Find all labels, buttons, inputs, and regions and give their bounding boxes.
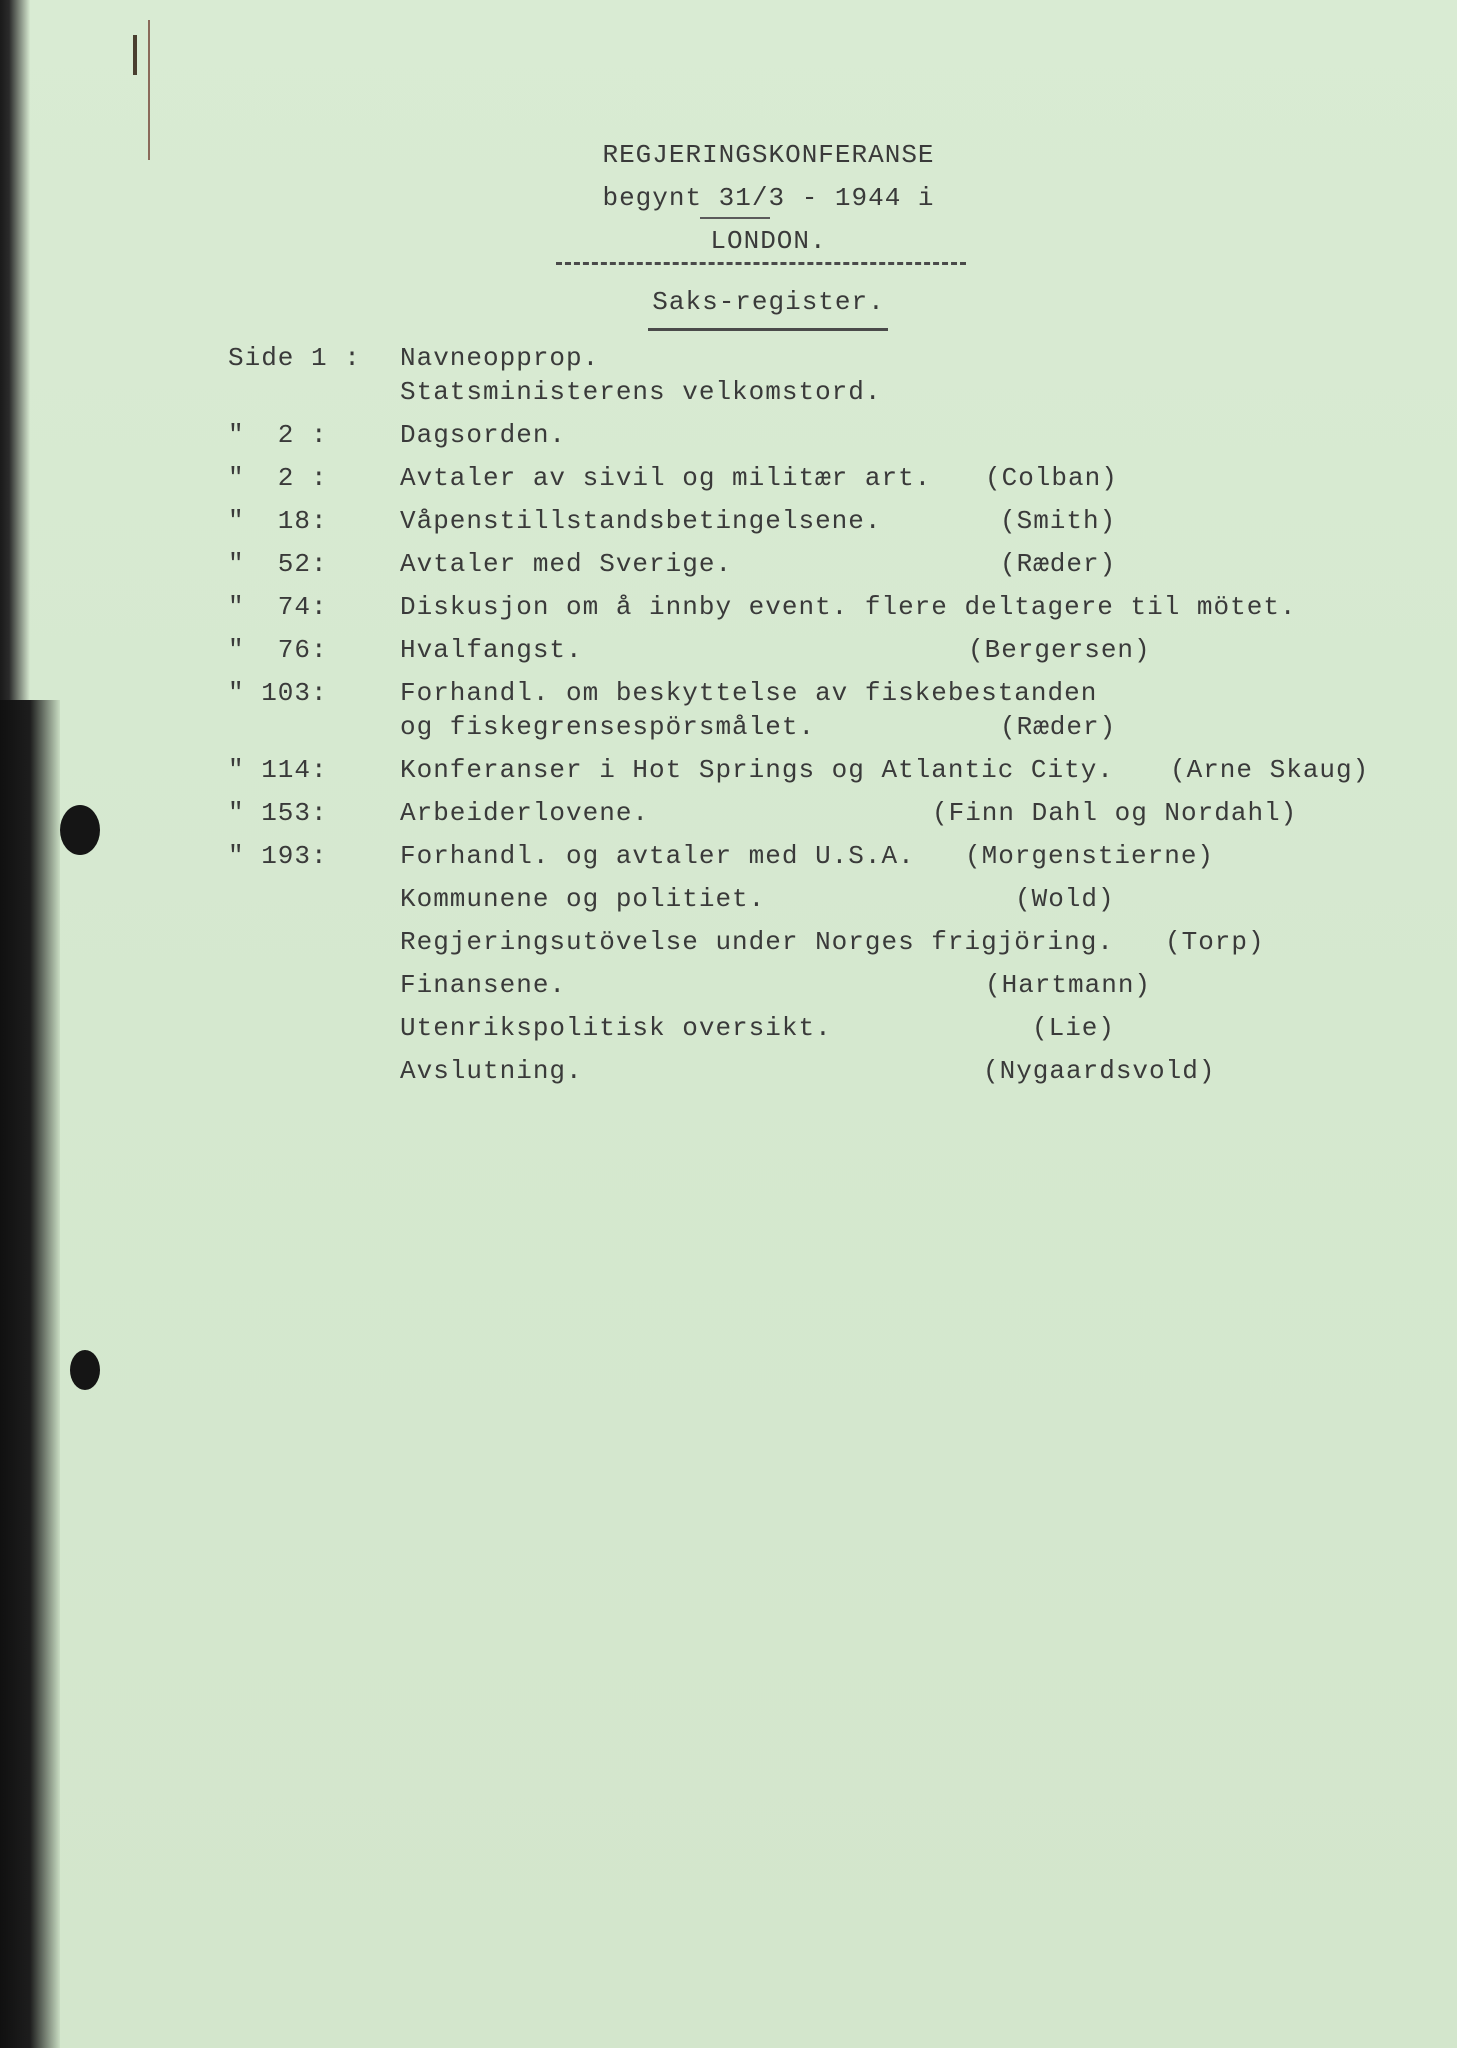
page-reference: Side 1 : xyxy=(228,343,361,373)
document-title: REGJERINGSKONFERANSE xyxy=(602,140,935,170)
punch-hole xyxy=(70,1350,100,1390)
register-item-presenter: (Finn Dahl og Nordahl) xyxy=(932,798,1298,828)
register-item-text: Forhandl. og avtaler med U.S.A. xyxy=(400,841,915,871)
register-item-presenter: (Colban) xyxy=(985,463,1118,493)
register-item-text: Finansene. xyxy=(400,970,567,1000)
register-item-text: Dagsorden. xyxy=(400,420,567,450)
register-item-presenter: (Morgenstierne) xyxy=(965,841,1215,871)
register-item-text: Avslutning. xyxy=(400,1056,583,1086)
date-underline xyxy=(700,217,770,219)
page-reference: " 103: xyxy=(228,678,328,708)
register-item-presenter: (Arne Skaug) xyxy=(1170,755,1370,785)
subheading-underline xyxy=(648,328,888,331)
register-item-presenter: (Nygaardsvold) xyxy=(983,1056,1216,1086)
register-item-text: Hvalfangst. xyxy=(400,635,583,665)
register-item-text: Diskusjon om å innby event. flere deltagere til mötet. xyxy=(400,592,1297,622)
register-item-text: Avtaler med Sverige. xyxy=(400,549,733,579)
register-item-presenter: (Lie) xyxy=(1032,1013,1116,1043)
register-item-text: Konferanser i Hot Springs og Atlantic City. xyxy=(400,755,1114,785)
document-location: LONDON. xyxy=(710,226,827,256)
page-reference: " 193: xyxy=(228,841,328,871)
register-item-presenter: (Wold) xyxy=(1015,884,1115,914)
page-reference: " 76: xyxy=(228,635,328,665)
register-item-presenter: (Ræder) xyxy=(1000,549,1117,579)
subheading: Saks-register. xyxy=(652,287,885,317)
register-item-text: Regjeringsutövelse under Norges frigjöring. xyxy=(400,927,1114,957)
register-item-presenter: (Bergersen) xyxy=(968,635,1151,665)
binding-edge-top xyxy=(0,0,30,700)
register-item-text: Utenrikspolitisk oversikt. xyxy=(400,1013,832,1043)
document-date-line: begynt 31/3 - 1944 i xyxy=(602,183,935,213)
pen-mark xyxy=(148,20,150,160)
pen-mark xyxy=(133,35,137,75)
register-item-text: Kommunene og politiet. xyxy=(400,884,766,914)
register-item-presenter: (Torp) xyxy=(1165,927,1265,957)
register-item-text: og fiskegrensespörsmålet. xyxy=(400,712,816,742)
register-item-text: Statsministerens velkomstord. xyxy=(400,377,882,407)
page-reference: " 114: xyxy=(228,755,328,785)
punch-hole xyxy=(60,805,100,855)
register-item-text: Forhandl. om beskyttelse av fiskebestanden xyxy=(400,678,1098,708)
register-item-presenter: (Hartmann) xyxy=(985,970,1152,1000)
page-reference: " 153: xyxy=(228,798,328,828)
binding-edge xyxy=(0,700,60,2048)
register-item-presenter: (Ræder) xyxy=(1000,712,1117,742)
dashed-divider xyxy=(556,262,966,265)
page-reference: " 52: xyxy=(228,549,328,579)
page-reference: " 74: xyxy=(228,592,328,622)
register-item-text: Våpenstillstandsbetingelsene. xyxy=(400,506,882,536)
page-reference: " 18: xyxy=(228,506,328,536)
page-reference: " 2 : xyxy=(228,463,328,493)
register-item-text: Avtaler av sivil og militær art. xyxy=(400,463,932,493)
register-item-text: Arbeiderlovene. xyxy=(400,798,650,828)
page-reference: " 2 : xyxy=(228,420,328,450)
register-item-text: Navneopprop. xyxy=(400,343,600,373)
register-item-presenter: (Smith) xyxy=(1000,506,1117,536)
